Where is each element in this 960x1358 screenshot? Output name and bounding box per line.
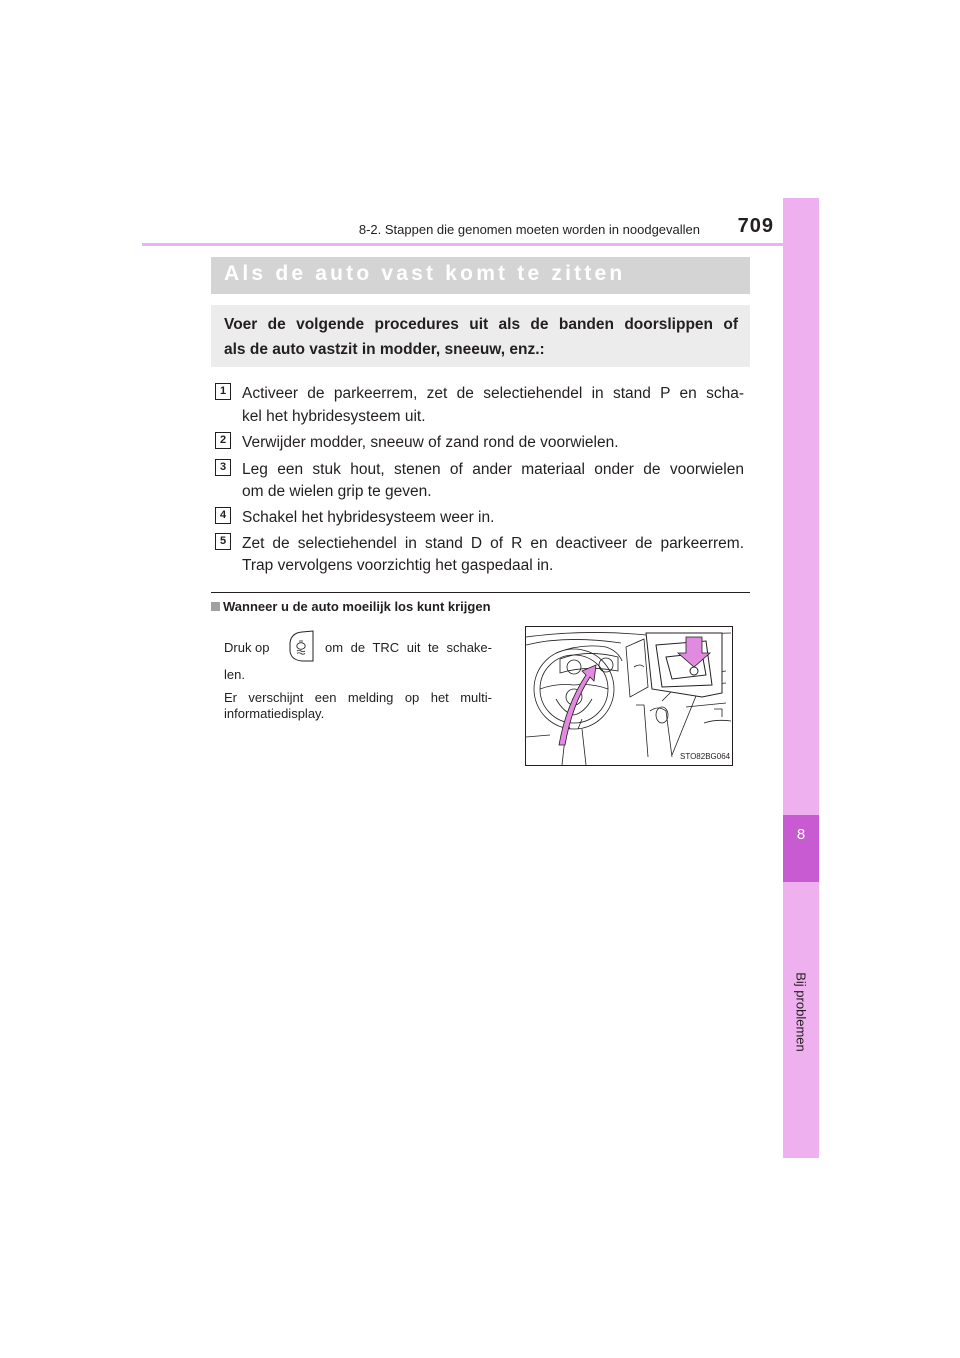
step-number-badge: 2	[215, 432, 231, 449]
step-number-badge: 1	[215, 383, 231, 400]
note-text: informatiedisplay.	[224, 706, 325, 721]
step-text: Leg een stuk hout, stenen of ander materiaal onder de voorwielen	[242, 461, 744, 478]
step-number-badge: 3	[215, 459, 231, 476]
step-text: kel het hybridesysteem uit.	[242, 408, 426, 425]
step-text: Trap vervolgens voorzichtig het gaspedaal in.	[242, 557, 554, 574]
subsection-heading: Wanneer u de auto moeilijk los kunt krijgen	[223, 599, 491, 614]
intro-line: als de auto vastzit in modder, sneeuw, enz.:	[224, 341, 545, 358]
step-text: om de wielen grip te geven.	[242, 483, 432, 500]
figure-code: STO82BG064	[680, 752, 731, 761]
step-number-badge: 4	[215, 507, 231, 524]
step-number-badge: 5	[215, 533, 231, 550]
step-text: Zet de selectiehendel in stand D of R en deactiveer de parkeerrem.	[242, 535, 744, 552]
step-text: Schakel het hybridesysteem weer in.	[242, 509, 495, 526]
header-rule	[142, 243, 819, 246]
body-text: Druk op	[224, 640, 270, 655]
intro-box	[211, 305, 750, 367]
body-text: len.	[224, 667, 245, 682]
intro-line: Voer de volgende procedures uit als de banden doorslippen of	[224, 316, 738, 333]
step-text: Verwijder modder, sneeuw of zand rond de voorwielen.	[242, 434, 619, 451]
dashboard-illustration-drawing	[526, 627, 732, 765]
subheading-square-icon	[211, 602, 220, 611]
section-divider	[211, 592, 750, 593]
page-number: 709	[737, 215, 774, 237]
note-text: Er verschijnt een melding op het multi-	[224, 690, 492, 705]
running-header: 8-2. Stappen die genomen moeten worden in noodgevallen	[358, 222, 700, 237]
side-tab-chapter-number: 8	[796, 826, 806, 843]
dashboard-illustration	[525, 626, 733, 766]
trc-off-switch-icon	[286, 627, 316, 665]
body-text: om de TRC uit te schake-	[325, 640, 492, 655]
step-text: Activeer de parkeerrem, zet de selectiehendel in stand P en scha-	[242, 385, 744, 402]
section-title: Als de auto vast komt te zitten	[224, 262, 626, 285]
